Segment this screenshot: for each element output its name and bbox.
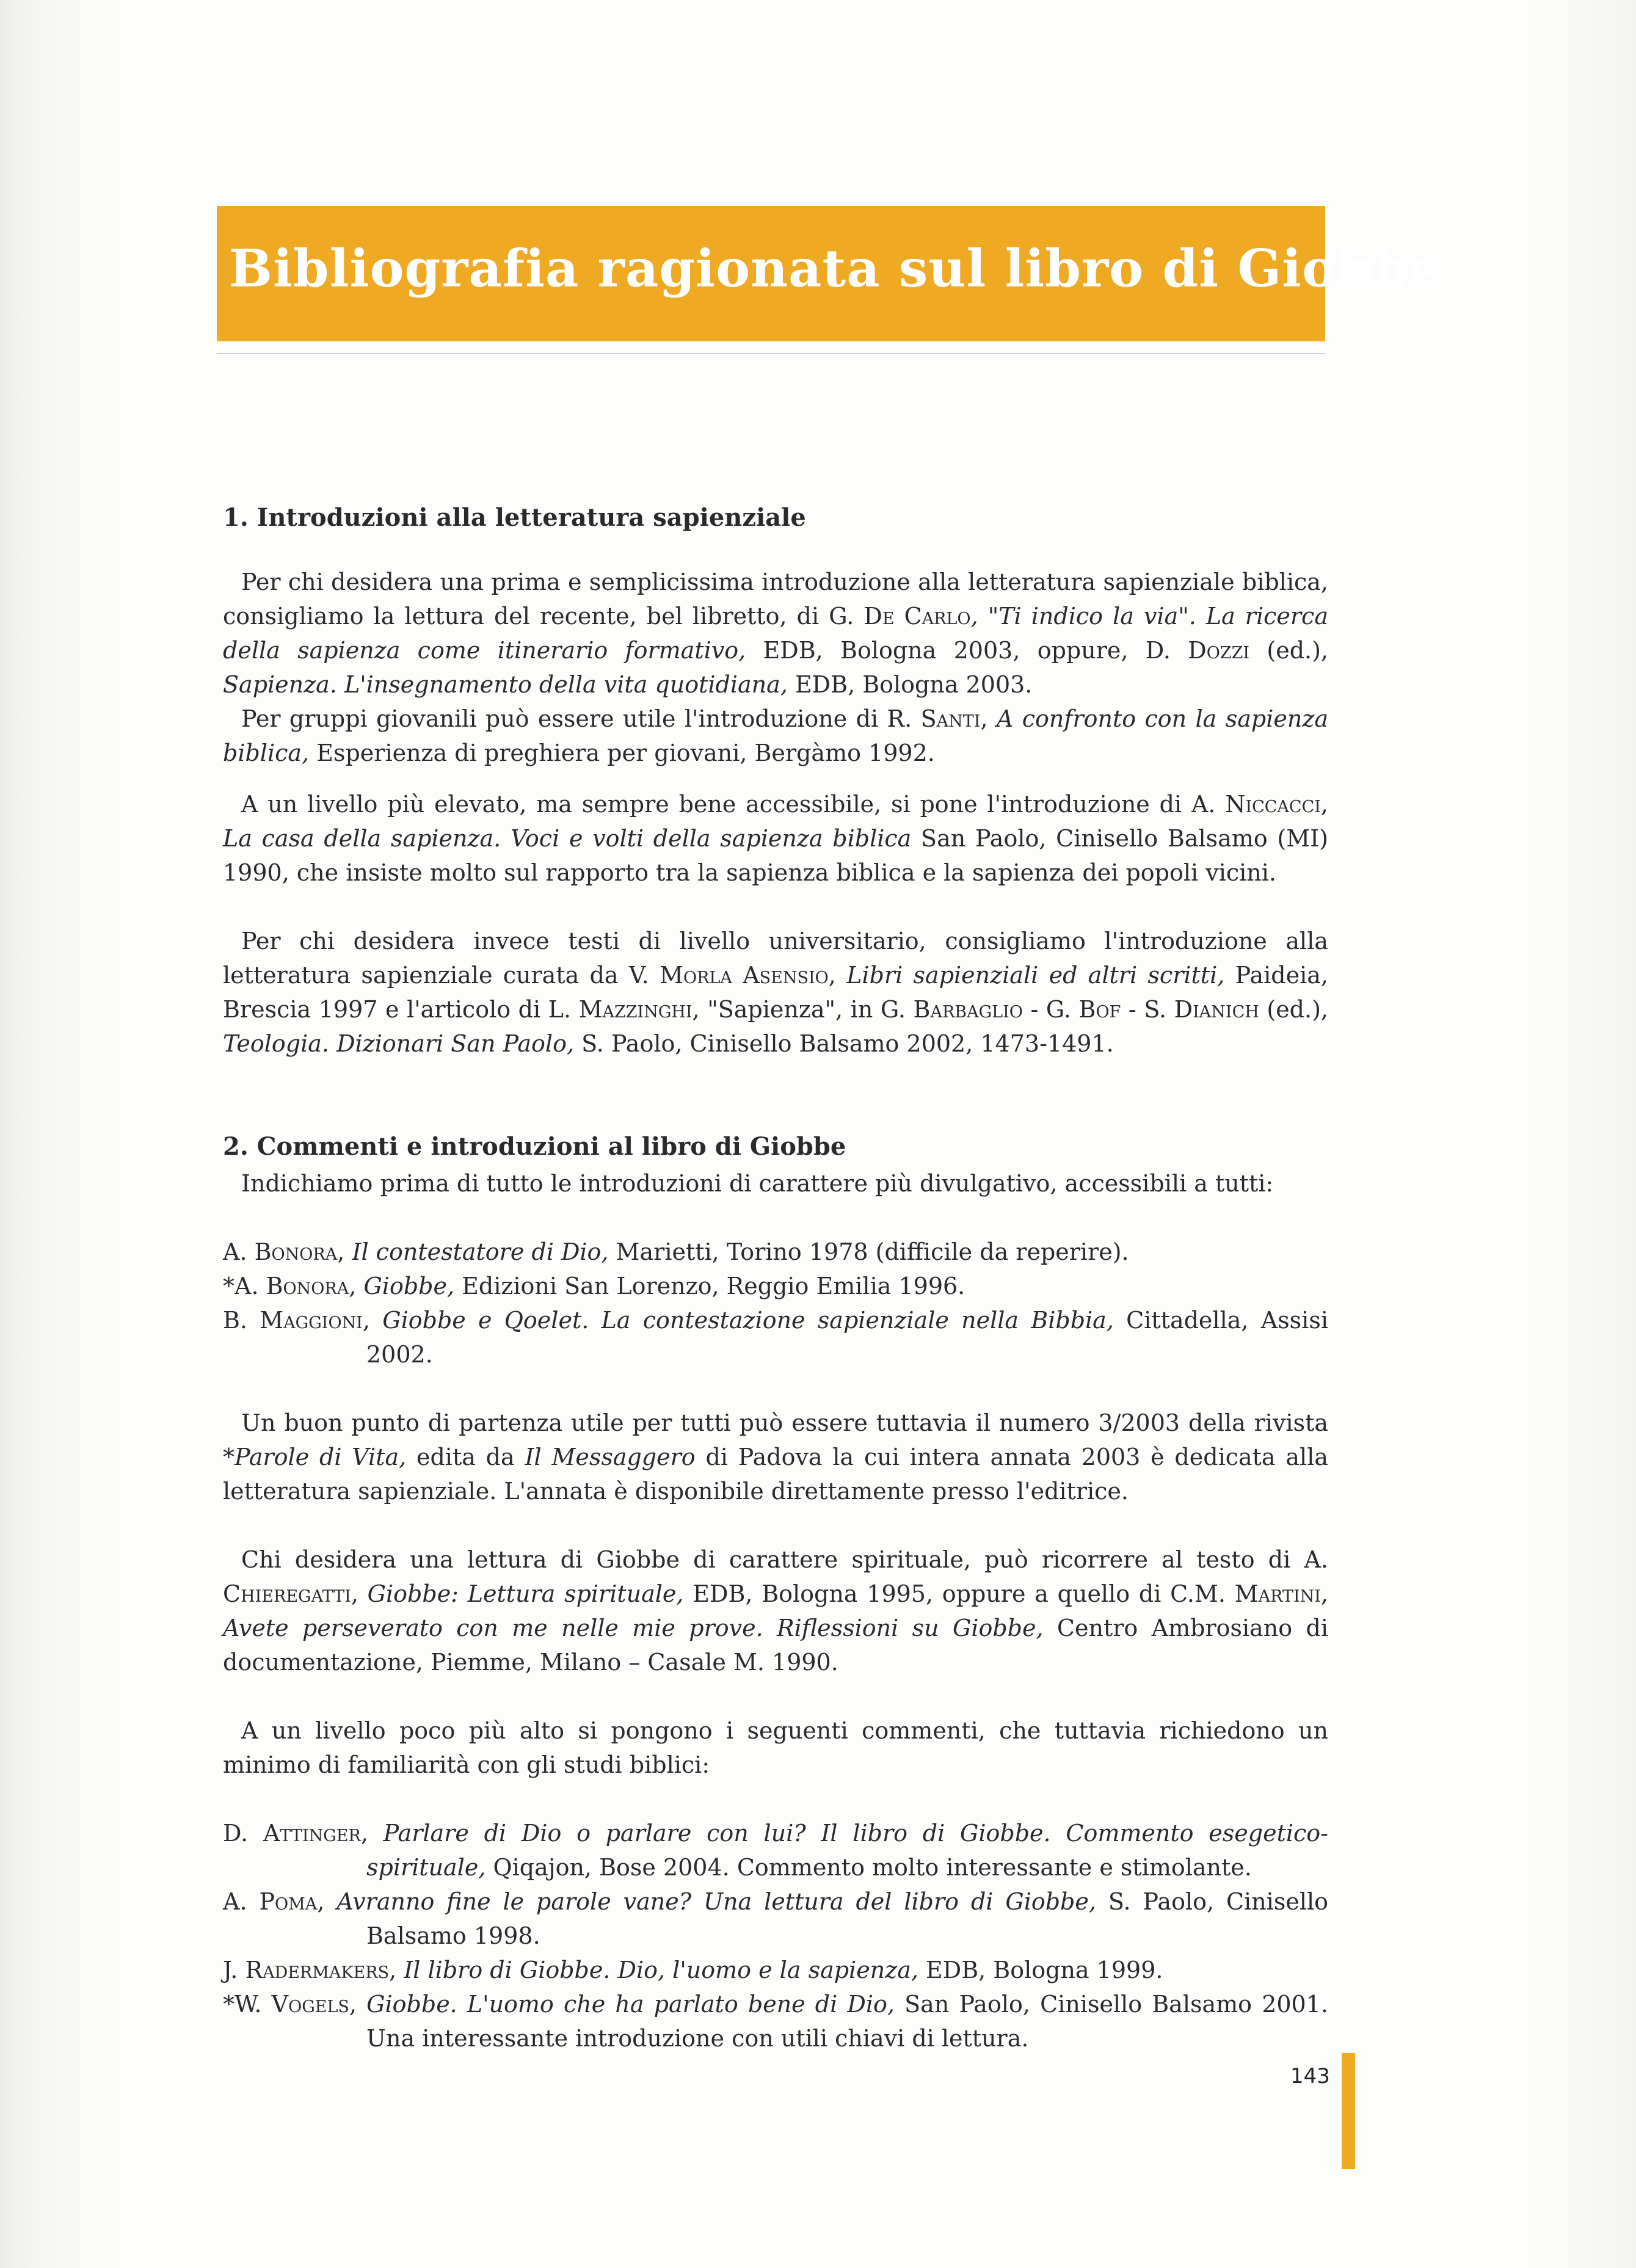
- paragraph-1: Per chi desidera una prima e semplicissima introduzione alla letteratura sapienziale biblica, consigliamo la lettura del recente, bel libretto, di G. De Carlo, "Ti indico la via". La ricerca della sapienza come itinerario formativo, EDB, Bologna 2003, oppure, D. Dozzi (ed.), Sapienza. L'insegnamento della vita quotidiana, EDB, Bologna 2003.: [223, 569, 1329, 698]
- title-rule: [217, 353, 1325, 354]
- section-2-heading: 2. Commenti e introduzioni al libro di Giobbe: [223, 1132, 846, 1161]
- paragraph-2: Per gruppi giovanili può essere utile l'introduzione di R. Santi, A confronto con la sapienza biblica, Esperienza di preghiera per giovani, Bergàmo 1992.: [223, 705, 1329, 766]
- bibliography-list-2: [223, 1816, 1328, 2055]
- bibliography-list-1: [223, 1235, 1328, 1372]
- list-item: A. Bonora, Il contestatore di Dio, Marietti, Torino 1978 (difficile da reperire).: [223, 1238, 1129, 1265]
- paragraph-3: A un livello più elevato, ma sempre bene accessibile, si pone l'introduzione di A. Niccacci, La casa della sapienza. Voci e volti della sapienza biblica San Paolo, Cinisello Balsamo (MI) 1990, che insiste molto sul rapporto tra la sapienza biblica e la sapienza dei popoli vicini.: [223, 791, 1328, 886]
- paragraph-6: Chi desidera una lettura di Giobbe di carattere spirituale, può ricorrere al testo di A. Chieregatti, Giobbe: Lettura spirituale, EDB, Bologna 1995, oppure a quello di C.M. Martini, Avete perseverato con me nelle mie prove. Riflessioni su Giobbe, Centro Ambrosiano di documentazione, Piemme, Milano – Casale M. 1990.: [223, 1546, 1328, 1676]
- section-1-body: [223, 565, 1328, 1061]
- section-2-intro: Indichiamo prima di tutto le introduzioni di carattere più divulgativo, accessibili a tutti:: [241, 1170, 1274, 1197]
- paragraph-5: Un buon punto di partenza utile per tutti può essere tuttavia il numero 3/2003 della rivista *Parole di Vita, edita da Il Messaggero di Padova la cui intera annata 2003 è dedicata alla letteratura sapienziale. L'annata è disponibile direttamente presso l'editrice.: [223, 1409, 1328, 1505]
- list-item: B. Maggioni, Giobbe e Qoelet. La contestazione sapienziale nella Bibbia, Cittadella, Assisi 2002.: [223, 1307, 1328, 1368]
- section-2-body: [223, 1166, 1328, 2055]
- list-item: J. Radermakers, Il libro di Giobbe. Dio, l'uomo e la sapienza, EDB, Bologna 1999.: [223, 1957, 1163, 1983]
- list-item: A. Poma, Avranno fine le parole vane? Una lettura del libro di Giobbe, S. Paolo, Cinisello Balsamo 1998.: [223, 1888, 1329, 1949]
- page-accent-bar: [1342, 2053, 1355, 2169]
- list-item: D. Attinger, Parlare di Dio o parlare con lui? Il libro di Giobbe. Commento esegetico-spirituale, Qiqajon, Bose 2004. Commento molto interessante e stimolante.: [223, 1820, 1328, 1881]
- paragraph-7: A un livello poco più alto si pongono i seguenti commenti, che tuttavia richiedono un minimo di familiarità con gli studi biblici:: [223, 1717, 1328, 1778]
- page-number: 143: [1290, 2064, 1330, 2088]
- paragraph-4: Per chi desidera invece testi di livello universitario, consigliamo l'introduzione alla letteratura sapienziale curata da V. Morla Asensio, Libri sapienziali ed altri scritti, Paideia, Brescia 1997 e l'articolo di L. Mazzinghi, "Sapienza", in G. Barbaglio - G. Bof - S. Dianich (ed.), Teologia. Dizionari San Paolo, S. Paolo, Cinisello Balsamo 2002, 1473-1491.: [223, 928, 1329, 1057]
- page-title: Bibliografia ragionata sul libro di Giobbe: [229, 238, 1444, 299]
- section-1-heading: 1. Introduzioni alla letteratura sapienziale: [223, 503, 806, 532]
- list-item: *A. Bonora, Giobbe, Edizioni San Lorenzo, Reggio Emilia 1996.: [223, 1273, 965, 1299]
- list-item: *W. Vogels, Giobbe. L'uomo che ha parlato bene di Dio, San Paolo, Cinisello Balsamo 2001. Una interessante introduzione con utili chiavi di lettura.: [223, 1991, 1328, 2052]
